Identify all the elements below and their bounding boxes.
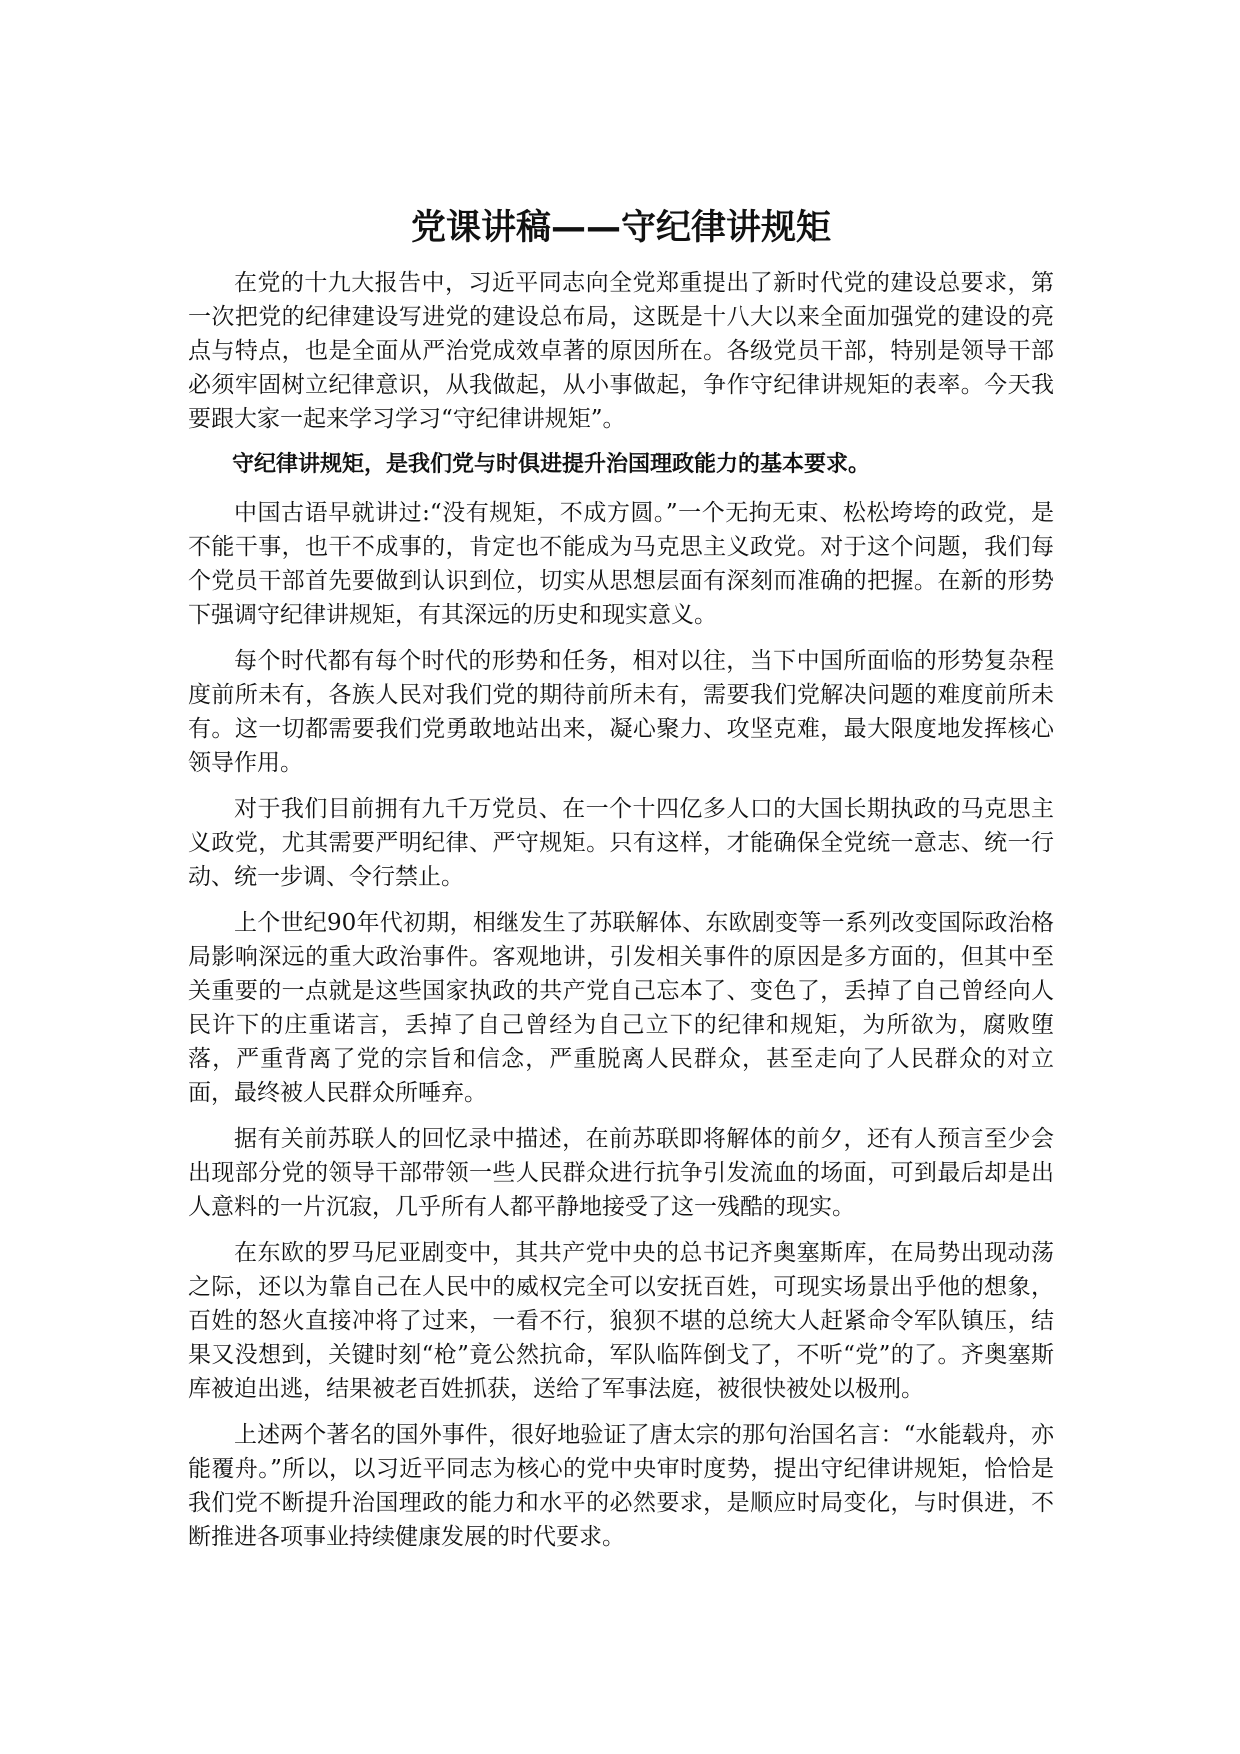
document-title: 党课讲稿——守纪律讲规矩 bbox=[410, 208, 831, 248]
section-heading: 守纪律讲规矩，是我们党与时俱进提升治国理政能力的基本要求。 bbox=[232, 452, 871, 477]
paragraph-intro: 在党的十九大报告中，习近平同志向全党郑重提出了新时代党的建设总要求，第一次把党的纪律建设写进党的建设总布局，这既是十八大以来全面加强党的建设的亮点与特点，也是全面从严治党成效卓著的原因所在。各级党员干部，特别是领导干部必须牢固树立纪律意识，从我做起，从小事做起，争作守纪律讲规矩的表率。今天我要跟大家一起来学习学习“守纪律讲规矩”。 bbox=[188, 270, 1054, 432]
paragraph-era-tasks: 每个时代都有每个时代的形势和任务，相对以往，当下中国所面临的形势复杂程度前所未有，各族人民对我们党的期待前所未有，需要我们党解决问题的难度前所未有。这一切都需要我们党勇敢地站出来，凝心聚力、攻坚克难，最大限度地发挥核心领导作用。 bbox=[188, 648, 1054, 776]
paragraph-party-scale: 对于我们目前拥有九千万党员、在一个十四亿多人口的大国长期执政的马克思主义政党，尤其需要严明纪律、严守规矩。只有这样，才能确保全党统一意志、统一行动、统一步调、令行禁止。 bbox=[188, 796, 1054, 890]
paragraph-soviet-memoir: 据有关前苏联人的回忆录中描述，在前苏联即将解体的前夕，还有人预言至少会出现部分党的领导干部带领一些人民群众进行抗争引发流血的场面，可到最后却是出人意料的一片沉寂，几乎所有人都平静地接受了这一残酷的现实。 bbox=[188, 1126, 1054, 1220]
paragraph-proverb: 中国古语早就讲过:“没有规矩，不成方圆。”一个无拘无束、松松垮垮的政党，是不能干事，也干不成事的，肯定也不能成为马克思主义政党。对于这个问题，我们每个党员干部首先要做到认识到位，切实从思想层面有深刻而准确的把握。在新的形势下强调守纪律讲规矩，有其深远的历史和现实意义。 bbox=[188, 500, 1054, 628]
paragraph-romania: 在东欧的罗马尼亚剧变中，其共产党中央的总书记齐奥塞斯库，在局势出现动荡之际，还以为靠自己在人民中的威权完全可以安抚百姓，可现实场景出乎他的想象，百姓的怒火直接冲将了过来，一看不行，狼狈不堪的总统大人赶紧命令军队镇压，结果又没想到，关键时刻“枪”竟公然抗命，军队临阵倒戈了，不听“党”的了。齐奥塞斯库被迫出逃，结果被老百姓抓获，送给了军事法庭，被很快被处以极刑。 bbox=[188, 1240, 1054, 1402]
paragraph-conclusion: 上述两个著名的国外事件，很好地验证了唐太宗的那句治国名言：“水能载舟，亦能覆舟。”所以，以习近平同志为核心的党中央审时度势，提出守纪律讲规矩，恰恰是我们党不断提升治国理政的能力和水平的必然要求，是顺应时局变化，与时俱进，不断推进各项事业持续健康发展的时代要求。 bbox=[188, 1422, 1054, 1550]
paragraph-soviet-collapse: 上个世纪90年代初期，相继发生了苏联解体、东欧剧变等一系列改变国际政治格局影响深远的重大政治事件。客观地讲，引发相关事件的原因是多方面的，但其中至关重要的一点就是这些国家执政的共产党自己忘本了、变色了，丢掉了自己曾经向人民许下的庄重诺言，丢掉了自己曾经为自己立下的纪律和规矩，为所欲为，腐败堕落，严重背离了党的宗旨和信念，严重脱离人民群众，甚至走向了人民群众的对立面，最终被人民群众所唾弃。 bbox=[188, 910, 1054, 1106]
document-page bbox=[188, 200, 1054, 1566]
